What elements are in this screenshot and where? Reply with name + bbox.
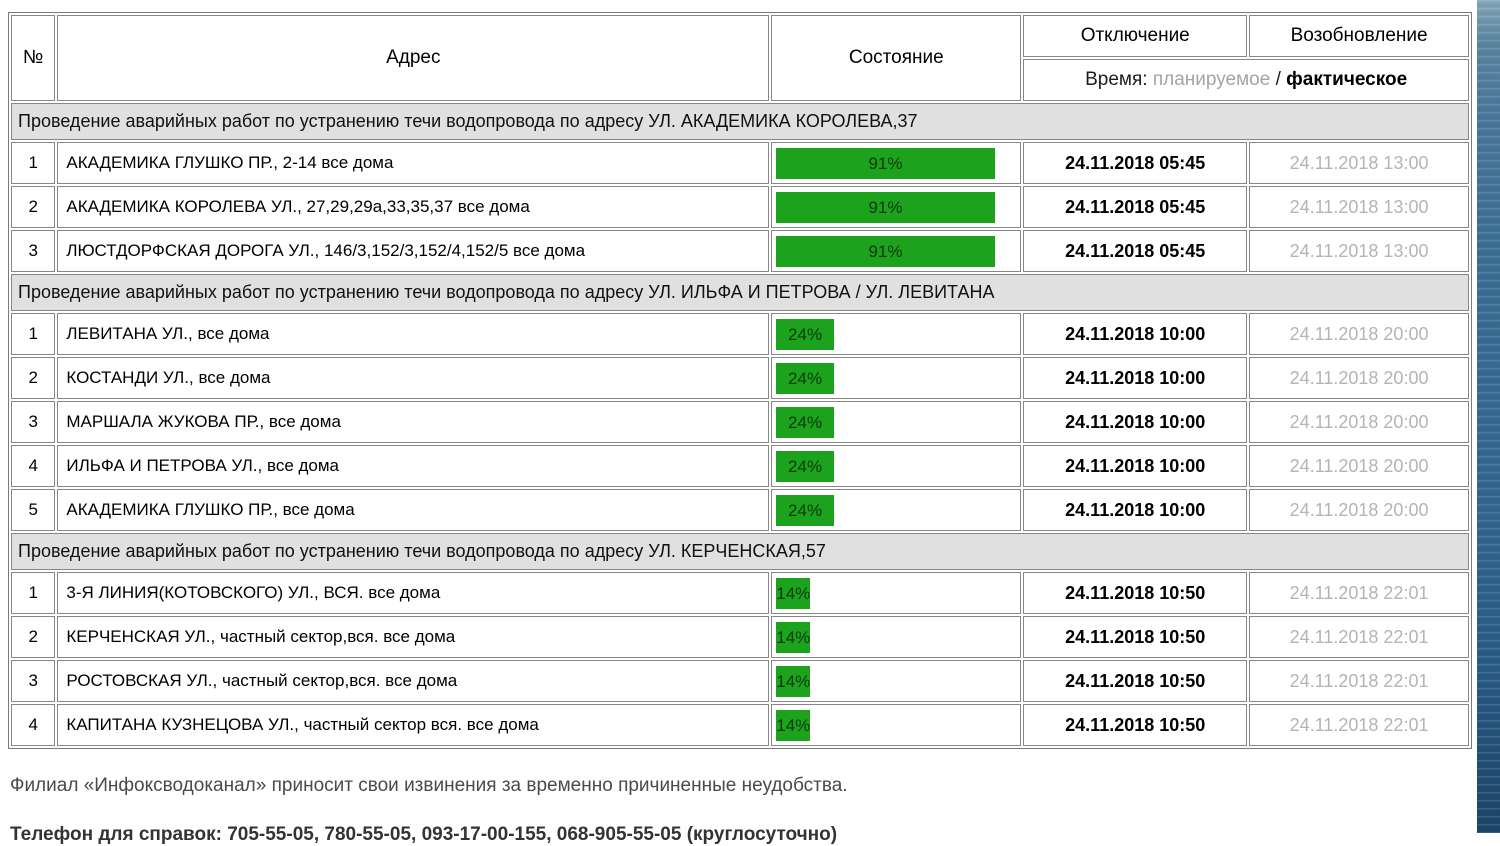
footer <box>10 775 1472 846</box>
row-number-cell: 3 <box>11 401 55 443</box>
progress-bar: 24% <box>776 451 834 482</box>
group-header-title: Проведение аварийных работ по устранению течи водопровода по адресу УЛ. КЕРЧЕНСКАЯ,57 <box>11 533 1469 570</box>
resume-time-cell: 24.11.2018 20:00 <box>1249 313 1469 355</box>
table-row <box>11 704 1469 746</box>
state-cell <box>771 401 1021 443</box>
row-number-cell: 4 <box>11 445 55 487</box>
address-cell: 3-Я ЛИНИЯ(КОТОВСКОГО) УЛ., ВСЯ. все дома <box>57 572 769 614</box>
address-cell: ЛЕВИТАНА УЛ., все дома <box>57 313 769 355</box>
outage-table-body <box>11 103 1469 746</box>
address-cell: КАПИТАНА КУЗНЕЦОВА УЛ., частный сектор вся. все дома <box>57 704 769 746</box>
state-cell <box>771 445 1021 487</box>
outage-time-cell: 24.11.2018 10:00 <box>1023 401 1247 443</box>
apology-note: Филиал «Инфоксводоканал» приносит свои извинения за временно причиненные неудобства. <box>10 775 848 796</box>
progress-bar: 91% <box>776 148 994 179</box>
address-cell: КЕРЧЕНСКАЯ УЛ., частный сектор,вся. все дома <box>57 616 769 658</box>
address-cell: АКАДЕМИКА ГЛУШКО ПР., все дома <box>57 489 769 531</box>
resume-time-cell: 24.11.2018 22:01 <box>1249 660 1469 702</box>
state-cell <box>771 489 1021 531</box>
col-header-resume: Возобновление <box>1249 15 1469 57</box>
resume-time-cell: 24.11.2018 20:00 <box>1249 401 1469 443</box>
address-cell: РОСТОВСКАЯ УЛ., частный сектор,вся. все дома <box>57 660 769 702</box>
row-number-cell: 1 <box>11 142 55 184</box>
progress-bar: 24% <box>776 495 834 526</box>
outage-time-cell: 24.11.2018 10:50 <box>1023 616 1247 658</box>
col-header-state: Состояние <box>771 15 1021 101</box>
row-number-cell: 5 <box>11 489 55 531</box>
outage-time-cell: 24.11.2018 10:50 <box>1023 572 1247 614</box>
outage-time-cell: 24.11.2018 05:45 <box>1023 142 1247 184</box>
outage-time-cell: 24.11.2018 05:45 <box>1023 230 1247 272</box>
progress-bar: 14% <box>776 578 810 609</box>
row-number-cell: 2 <box>11 616 55 658</box>
resume-time-cell: 24.11.2018 13:00 <box>1249 186 1469 228</box>
resume-time-cell: 24.11.2018 13:00 <box>1249 230 1469 272</box>
row-number-cell: 4 <box>11 704 55 746</box>
outage-time-cell: 24.11.2018 10:50 <box>1023 660 1247 702</box>
outage-time-cell: 24.11.2018 10:50 <box>1023 704 1247 746</box>
table-row <box>11 313 1469 355</box>
progress-bar: 14% <box>776 710 810 741</box>
time-legend <box>1023 59 1469 101</box>
resume-time-cell: 24.11.2018 22:01 <box>1249 704 1469 746</box>
state-cell <box>771 660 1021 702</box>
outage-time-cell: 24.11.2018 10:00 <box>1023 445 1247 487</box>
group-header-row <box>11 103 1469 140</box>
table-row <box>11 616 1469 658</box>
row-number-cell: 3 <box>11 660 55 702</box>
state-cell <box>771 142 1021 184</box>
table-row <box>11 660 1469 702</box>
resume-time-cell: 24.11.2018 22:01 <box>1249 572 1469 614</box>
progress-bar: 24% <box>776 407 834 438</box>
state-cell <box>771 616 1021 658</box>
site-background-strip <box>1477 0 1500 833</box>
col-header-number: № <box>11 15 55 101</box>
time-legend-label: Время: <box>1085 69 1148 90</box>
col-header-outage: Отключение <box>1023 15 1247 57</box>
row-number-cell: 2 <box>11 357 55 399</box>
table-row <box>11 142 1469 184</box>
state-cell <box>771 313 1021 355</box>
progress-bar: 24% <box>776 319 834 350</box>
address-cell: МАРШАЛА ЖУКОВА ПР., все дома <box>57 401 769 443</box>
address-cell: АКАДЕМИКА КОРОЛЕВА УЛ., 27,29,29а,33,35,37 все дома <box>57 186 769 228</box>
outage-time-cell: 24.11.2018 10:00 <box>1023 489 1247 531</box>
time-legend-actual: фактическое <box>1286 69 1408 90</box>
table-row <box>11 445 1469 487</box>
state-cell <box>771 230 1021 272</box>
contact-phones: Телефон для справок: 705-55-05, 780-55-05, 093-17-00-155, 068-905-55-05 (круглосуточно) <box>10 824 838 845</box>
resume-time-cell: 24.11.2018 22:01 <box>1249 616 1469 658</box>
state-cell <box>771 704 1021 746</box>
progress-bar: 14% <box>776 622 810 653</box>
resume-time-cell: 24.11.2018 20:00 <box>1249 357 1469 399</box>
address-cell: КОСТАНДИ УЛ., все дома <box>57 357 769 399</box>
time-legend-planned: планируемое <box>1152 69 1271 90</box>
resume-time-cell: 24.11.2018 13:00 <box>1249 142 1469 184</box>
resume-time-cell: 24.11.2018 20:00 <box>1249 489 1469 531</box>
outage-time-cell: 24.11.2018 05:45 <box>1023 186 1247 228</box>
resume-time-cell: 24.11.2018 20:00 <box>1249 445 1469 487</box>
progress-bar: 14% <box>776 666 810 697</box>
table-row <box>11 230 1469 272</box>
table-row <box>11 186 1469 228</box>
address-cell: ЛЮСТДОРФСКАЯ ДОРОГА УЛ., 146/3,152/3,152/4,152/5 все дома <box>57 230 769 272</box>
state-cell <box>771 572 1021 614</box>
table-row <box>11 401 1469 443</box>
row-number-cell: 1 <box>11 572 55 614</box>
outage-report <box>8 12 1472 846</box>
group-header-title: Проведение аварийных работ по устранению течи водопровода по адресу УЛ. ИЛЬФА И ПЕТРОВА / УЛ. ЛЕВИТАНА <box>11 274 1469 311</box>
group-header-row <box>11 274 1469 311</box>
state-cell <box>771 357 1021 399</box>
row-number-cell: 2 <box>11 186 55 228</box>
state-cell <box>771 186 1021 228</box>
outage-table <box>8 12 1472 749</box>
address-cell: ИЛЬФА И ПЕТРОВА УЛ., все дома <box>57 445 769 487</box>
row-number-cell: 3 <box>11 230 55 272</box>
table-row <box>11 572 1469 614</box>
outage-time-cell: 24.11.2018 10:00 <box>1023 357 1247 399</box>
group-header-row <box>11 533 1469 570</box>
table-header <box>11 15 1469 101</box>
progress-bar: 24% <box>776 363 834 394</box>
outage-time-cell: 24.11.2018 10:00 <box>1023 313 1247 355</box>
row-number-cell: 1 <box>11 313 55 355</box>
table-row <box>11 357 1469 399</box>
time-legend-separator: / <box>1275 69 1281 90</box>
table-row <box>11 489 1469 531</box>
address-cell: АКАДЕМИКА ГЛУШКО ПР., 2-14 все дома <box>57 142 769 184</box>
progress-bar: 91% <box>776 236 994 267</box>
group-header-title: Проведение аварийных работ по устранению течи водопровода по адресу УЛ. АКАДЕМИКА КОРОЛЕВА,37 <box>11 103 1469 140</box>
col-header-address: Адрес <box>57 15 769 101</box>
progress-bar: 91% <box>776 192 994 223</box>
